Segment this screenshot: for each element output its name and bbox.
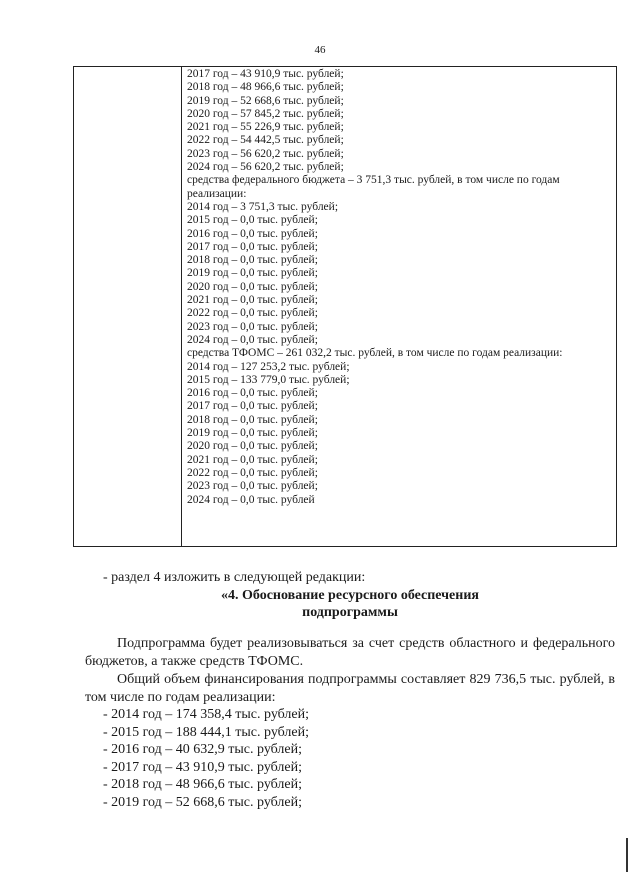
- table-line: 2018 год – 0,0 тыс. рублей;: [187, 254, 318, 267]
- list-item: - 2019 год – 52 668,6 тыс. рублей;: [103, 794, 303, 810]
- funding-table: [73, 66, 617, 547]
- list-item: - 2014 год – 174 358,4 тыс. рублей;: [103, 707, 310, 722]
- list-item: - 2016 год – 40 632,9 тыс. рублей;: [103, 742, 303, 758]
- column-divider: [181, 67, 182, 546]
- table-line: 2018 год – 0,0 тыс. рублей;: [187, 413, 318, 426]
- table-line: 2014 год – 127 253,2 тыс. рублей;: [187, 360, 350, 373]
- table-line: 2020 год – 0,0 тыс. рублей;: [187, 280, 318, 293]
- table-line: 2019 год – 52 668,6 тыс. рублей;: [187, 94, 344, 107]
- table-line: 2023 год – 56 620,2 тыс. рублей;: [187, 147, 344, 160]
- table-line: реализации:: [187, 187, 247, 200]
- table-line: 2024 год – 0,0 тыс. рублей;: [187, 333, 318, 346]
- table-line: 2023 год – 0,0 тыс. рублей;: [187, 480, 318, 493]
- table-line: 2016 год – 0,0 тыс. рублей;: [187, 227, 318, 240]
- list-item: - 2018 год – 48 966,6 тыс. рублей;: [103, 777, 303, 793]
- table-line: 2020 год – 57 845,2 тыс. рублей;: [187, 107, 344, 120]
- table-line: 2019 год – 0,0 тыс. рублей;: [187, 427, 318, 440]
- table-line: 2022 год – 0,0 тыс. рублей;: [187, 466, 318, 479]
- table-line: 2018 год – 48 966,6 тыс. рублей;: [187, 81, 344, 94]
- table-line: 2022 год – 54 442,5 тыс. рублей;: [187, 134, 344, 147]
- table-line: 2021 год – 0,0 тыс. рублей;: [187, 294, 318, 307]
- paragraph-total-funding: Общий объем финансирования подпрограммы составляет 829 736,5 тыс. рублей, в том числе по годам реализации:: [85, 672, 615, 705]
- table-line: 2019 год – 0,0 тыс. рублей;: [187, 267, 318, 280]
- table-line: 2021 год – 55 226,9 тыс. рублей;: [187, 121, 344, 134]
- table-line: 2016 год – 0,0 тыс. рублей;: [187, 387, 318, 400]
- section-heading: [160, 587, 540, 621]
- funding-table-right-cell: [187, 68, 612, 507]
- list-item: - 2017 год – 43 910,9 тыс. рублей;: [103, 759, 303, 775]
- table-line: средства ТФОМС – 261 032,2 тыс. рублей, в том числе по годам реализации:: [187, 347, 563, 360]
- table-line: 2020 год – 0,0 тыс. рублей;: [187, 440, 318, 453]
- paragraph-funding-sources: Подпрограмма будет реализовываться за счет средств областного и федерального бюджетов, а также средств ТФОМС.: [85, 636, 615, 669]
- section-heading-line1: «4. Обоснование ресурсного обеспечения: [221, 588, 479, 603]
- list-item: - 2015 год – 188 444,1 тыс. рублей;: [103, 724, 310, 740]
- table-line: 2021 год – 0,0 тыс. рублей;: [187, 453, 318, 466]
- table-line: 2017 год – 0,0 тыс. рублей;: [187, 240, 318, 253]
- table-line: 2024 год – 56 620,2 тыс. рублей;: [187, 161, 344, 174]
- table-line: 2014 год – 3 751,3 тыс. рублей;: [187, 200, 339, 213]
- table-line: 2024 год – 0,0 тыс. рублей: [187, 493, 315, 506]
- table-line: 2022 год – 0,0 тыс. рублей;: [187, 307, 318, 320]
- margin-mark: [626, 838, 628, 872]
- section-heading-line2: подпрограммы: [302, 605, 398, 620]
- table-line: 2023 год – 0,0 тыс. рублей;: [187, 320, 318, 333]
- amendment-intro: - раздел 4 изложить в следующей редакции:: [103, 570, 366, 585]
- yearly-funding-list: [103, 706, 309, 812]
- page-number: 46: [314, 44, 326, 56]
- table-line: 2017 год – 43 910,9 тыс. рублей;: [187, 68, 344, 80]
- table-line: 2017 год – 0,0 тыс. рублей;: [187, 400, 318, 413]
- table-line: 2015 год – 133 779,0 тыс. рублей;: [187, 373, 350, 386]
- table-line: средства федерального бюджета – 3 751,3 тыс. рублей, в том числе по годам: [187, 174, 560, 187]
- table-line: 2015 год – 0,0 тыс. рублей;: [187, 214, 318, 227]
